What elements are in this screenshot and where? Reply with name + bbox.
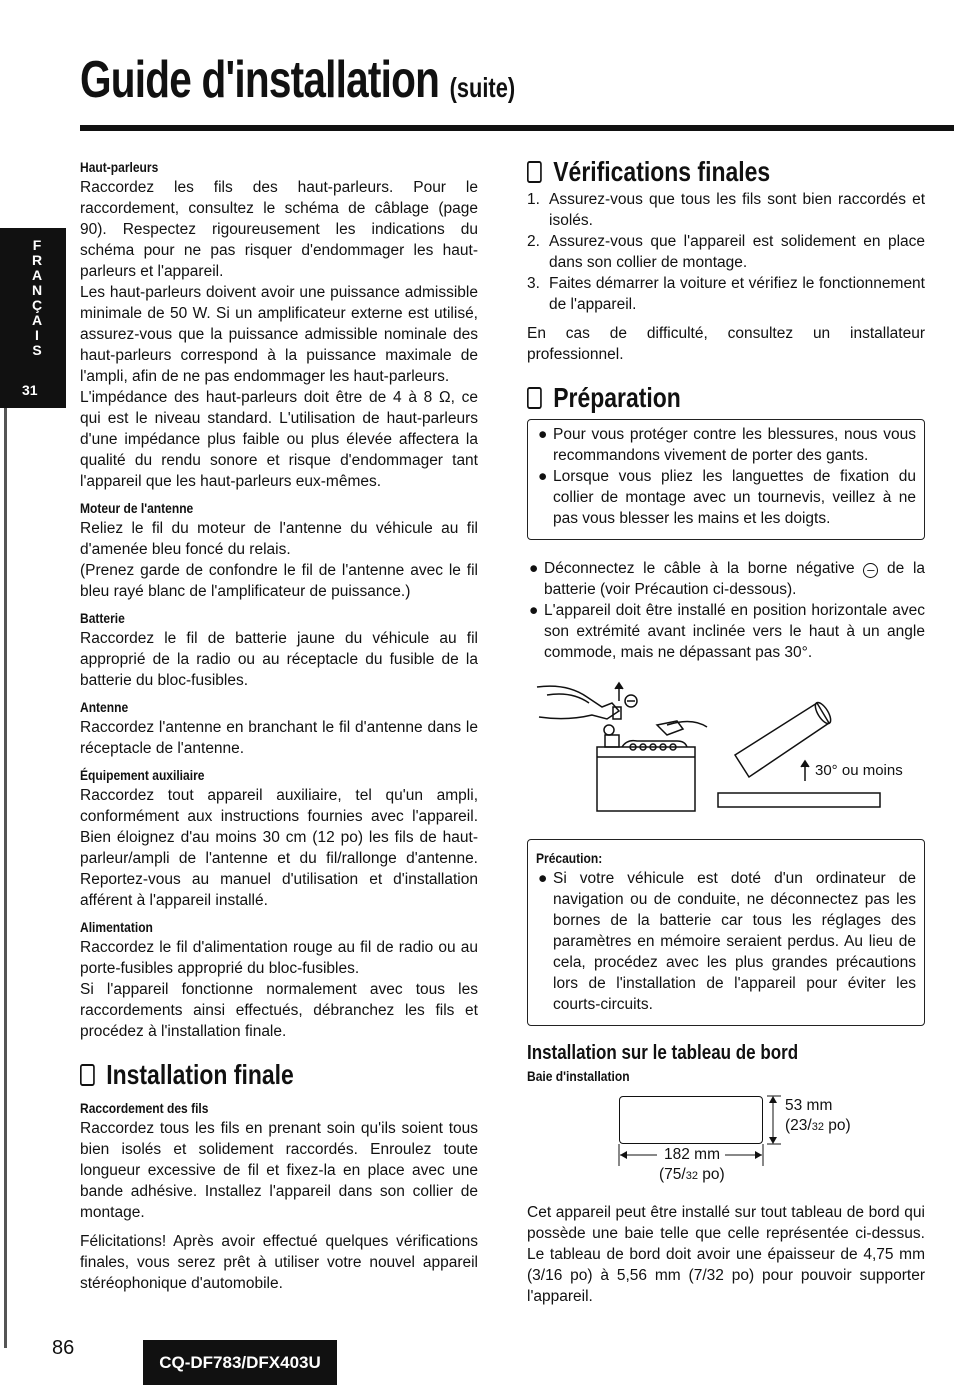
- antenne-paragraph: Raccordez l'antenne en branchant le fil d'antenne dans le réceptacle de l'antenne.: [80, 719, 478, 757]
- angle-illustration: [718, 700, 880, 807]
- header-rule: [80, 125, 954, 131]
- hp-heading: Haut-parleurs: [80, 159, 159, 175]
- moteur-paragraph-2: (Prenez garde de confondre le fil de l'antenne avec le fil bleu rayé blanc de l'amplificateur de puissance.): [80, 562, 478, 600]
- checkbox-icon: [80, 1064, 95, 1086]
- batterie-heading: Batterie: [80, 610, 125, 626]
- width-label-po: (75/32 po): [659, 1166, 725, 1183]
- equipement-heading: Équipement auxiliaire: [80, 767, 205, 783]
- section-number: 31: [22, 382, 38, 398]
- checkbox-icon: [527, 161, 542, 183]
- hp-paragraph-1: Raccordez les fils des haut-parleurs. Pour le raccordement, consultez le schéma de câblage (page 90). Respectez rigoureusement les indications du schéma pour ne pas risquer d'endommager les haut-parleurs et l'appareil.: [80, 179, 478, 280]
- language-letter: S: [32, 342, 42, 358]
- precaution-box: [527, 839, 925, 1026]
- height-label: 53 mm (23/32 po): [785, 1097, 851, 1134]
- language-letter: Ç: [31, 297, 43, 313]
- baie-diagram: [527, 1092, 925, 1192]
- antenne-heading: Antenne: [80, 699, 129, 715]
- preparation-warning-box: [527, 419, 925, 540]
- hp-paragraph-2: Les haut-parleurs doivent avoir une puissance admissible minimale de 50 W. Si un amplificateur externe est utilisé, assurez-vous que la puissance admissible nominale des haut-parleurs correspond à la puissance maximale de l'ampli, afin de ne pas endommager les haut-parleurs.: [80, 284, 478, 385]
- tableau-heading: Installation sur le tableau de bord: [527, 1042, 799, 1064]
- battery-illustration: [537, 683, 707, 811]
- language-letter: N: [31, 282, 43, 298]
- list-item: 1. Assurez-vous que tous les fils sont bien raccordés et isolés.: [527, 191, 925, 229]
- checkbox-icon: [527, 387, 542, 409]
- list-item: ● Pour vous protéger contre les blessures, nous vous recommandons vivement de porter des gants.: [538, 426, 916, 464]
- title-suite: (suite): [449, 72, 516, 103]
- list-item: 2. Assurez-vous que l'appareil est solidement en place dans son collier de montage.: [527, 233, 925, 271]
- equipement-paragraph: Raccordez tout appareil auxiliaire, tel qu'un ampli, conformément aux instructions fournies avec l'appareil. Bien éloignez d'au moins 30 cm (12 po) les fils de haut-parleur/ampli de l'antenne et du fil/rallonge d'antenne. Reportez-vous au manuel d'utilisation et d'installation afférent à l'appareil installé.: [80, 787, 478, 909]
- preparation-heading: Préparation: [527, 381, 853, 415]
- alimentation-heading: Alimentation: [80, 919, 153, 935]
- opening-rectangle: [619, 1096, 763, 1144]
- tableau-paragraph: Cet appareil peut être installé sur tout tableau de bord qui possède une baie telle que celle représentée ci-dessus. Le tableau de bord doit avoir une épaisseur de 4,75 mm (3/16 po) à 5,56 mm (7/32 po) pour pouvoir supporter l'appareil.: [527, 1204, 925, 1305]
- precaution-heading: Précaution:: [536, 850, 603, 866]
- verifications-list: [527, 189, 925, 315]
- verifications-note: En cas de difficulté, consultez un installateur professionnel.: [527, 325, 925, 363]
- verifications-heading: Vérifications finales: [527, 155, 853, 189]
- side-line: [4, 408, 7, 1348]
- alimentation-paragraph-2: Si l'appareil fonctionne normalement avec tous les raccordements ainsi effectués, débranchez les fils et procédez à l'installation finale.: [80, 981, 478, 1040]
- alimentation-paragraph-1: Raccordez le fil d'alimentation rouge au fil de radio ou au porte-fusibles approprié du bloc-fusibles.: [80, 939, 478, 977]
- page-number: 86: [52, 1337, 75, 1359]
- list-item: ● Déconnectez le câble à la borne négative – de la batterie (voir Précaution ci-dessous).: [529, 560, 926, 598]
- list-item: ● Lorsque vous pliez les languettes de fixation du collier de montage avec un tournevis, veillez à ne pas vous blesser les mains et les doigts.: [538, 468, 916, 527]
- left-column: [80, 157, 478, 1294]
- language-letters: [30, 238, 44, 358]
- raccordement-paragraph: Raccordez tous les fils en prenant soin qu'ils soient tous bien isolés et solidement raccordés. Enroulez toute longueur excessive de fil et fixez-la en place avec une bande adhésive. Installez l'appareil dans son collier de montage.: [80, 1120, 478, 1221]
- angle-label: 30° ou moins: [815, 762, 903, 779]
- felicitations-paragraph: Félicitations! Après avoir effectué quelques vérifications finales, vous serez prêt à utiliser votre nouvel appareil stéréophonique d'automobile.: [80, 1233, 478, 1292]
- baie-heading: Baie d'installation: [527, 1068, 630, 1084]
- page-title: Guide d'installation (suite): [80, 51, 516, 109]
- raccordement-heading: Raccordement des fils: [80, 1100, 209, 1116]
- right-column: [527, 155, 925, 1307]
- battery-angle-illustration: [527, 677, 925, 825]
- width-label-mm: 182 mm: [664, 1146, 720, 1163]
- language-tab: [0, 228, 66, 408]
- moteur-heading: Moteur de l'antenne: [80, 500, 194, 516]
- language-letter: F: [32, 237, 42, 253]
- installation-finale-heading: Installation finale: [80, 1058, 406, 1092]
- hp-paragraph-3: L'impédance des haut-parleurs doit être de 4 à 8 Ω, ce qui est le niveau standard. L'utilisation de haut-parleurs d'une impédance plus faible ou plus élevée affectera la qualité du rendu sonore et risque d'endommager tant l'appareil que les haut-parleurs eux-mêmes.: [80, 389, 478, 490]
- language-letter: I: [35, 327, 39, 343]
- list-item: ● Si votre véhicule est doté d'un ordinateur de navigation ou de conduite, ne déconnectez pas les bornes de la batterie car tous les réglages des paramètres en mémoire seraient perdus. Au lieu de cela, procédez avec les plus grandes précautions lors de l'installation de l'appareil pour éviter les courts-circuits.: [538, 870, 916, 1013]
- model-badge: CQ-DF783/DFX403U: [143, 1340, 337, 1385]
- preparation-list: [527, 558, 925, 663]
- language-letter: A: [31, 312, 43, 328]
- batterie-paragraph: Raccordez le fil de batterie jaune du véhicule au fil approprié de la radio ou au réceptacle du fusible de la batterie du bloc-fusibles.: [80, 630, 478, 689]
- list-item: ● L'appareil doit être installé en position horizontale avec son extrémité avant inclinée vers le haut à un angle commode, mais ne dépassant pas 30°.: [529, 602, 925, 661]
- moteur-paragraph-1: Reliez le fil du moteur de l'antenne du véhicule au fil d'amenée bleu foncé du relais.: [80, 520, 478, 558]
- height-arrow: [763, 1094, 783, 1148]
- list-item: 3. Faites démarrer la voiture et vérifiez le fonctionnement de l'appareil.: [527, 275, 925, 313]
- language-letter: R: [31, 252, 43, 268]
- minus-terminal-icon: –: [863, 563, 878, 578]
- language-letter: A: [31, 267, 43, 283]
